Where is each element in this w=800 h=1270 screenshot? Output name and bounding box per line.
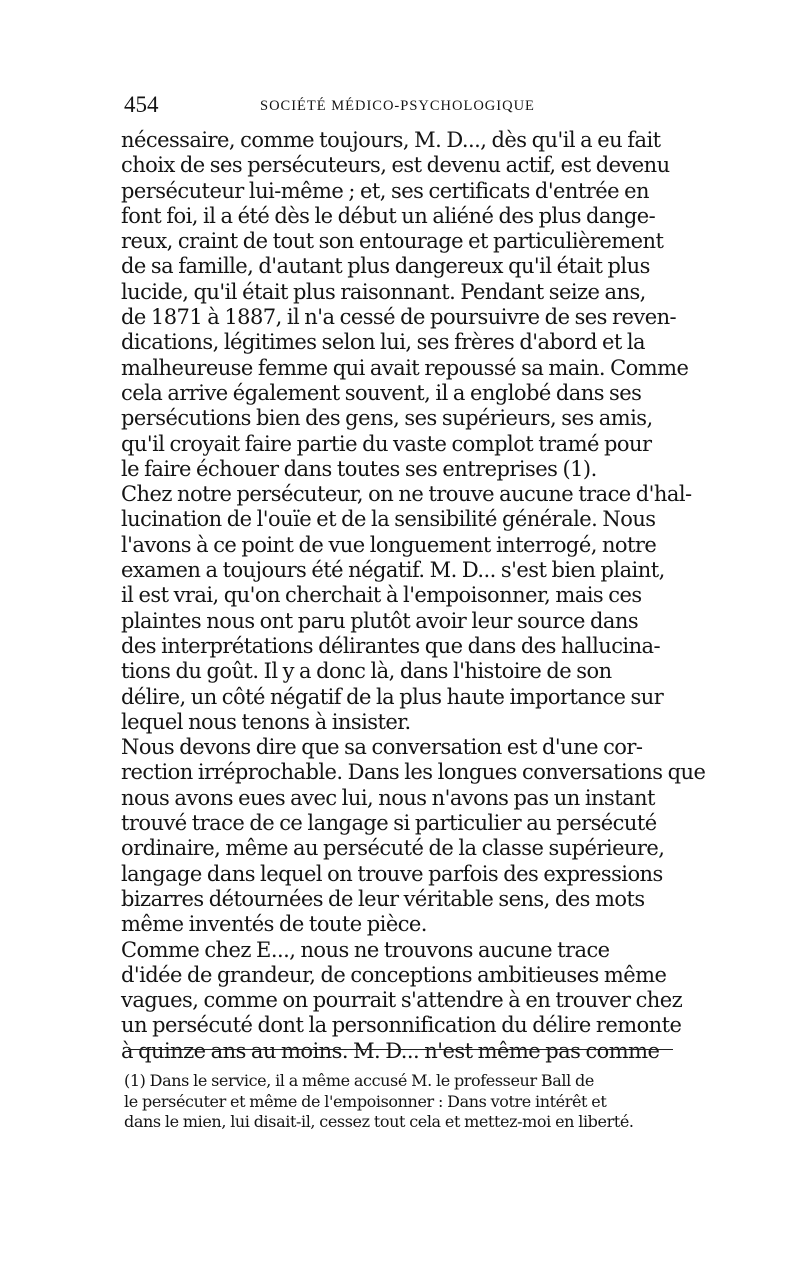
body-line: persécuteur lui-même ; et, ses certificats d'entrée en	[121, 178, 650, 203]
body-text	[121, 128, 706, 1064]
body-line: tions du goût. Il y a donc là, dans l'histoire de son	[121, 659, 612, 684]
body-line: cela arrive également souvent, il a englobé dans ses	[121, 380, 642, 405]
body-line: Nous devons dire que sa conversation est d'une cor-	[121, 735, 643, 760]
body-line: vagues, comme on pourrait s'attendre à en trouver chez	[121, 988, 683, 1013]
body-line: reux, craint de tout son entourage et particulièrement	[121, 229, 664, 254]
body-line: Chez notre persécuteur, on ne trouve aucune trace d'hal-	[121, 482, 692, 507]
body-line: qu'il croyait faire partie du vaste complot tramé pour	[121, 431, 652, 456]
page-number: 454	[124, 92, 159, 117]
body-line: bizarres détournées de leur véritable sens, des mots	[121, 886, 645, 911]
body-line: langage dans lequel on trouve parfois des expressions	[121, 861, 663, 886]
body-line: plaintes nous ont paru plutôt avoir leur source dans	[121, 608, 639, 633]
body-line: malheureuse femme qui avait repoussé sa main. Comme	[121, 355, 689, 380]
body-line: des interprétations délirantes que dans des hallucina-	[121, 633, 661, 658]
footnote-line: le persécuter et même de l'empoisonner : Dans votre intérêt et	[124, 1091, 607, 1111]
body-line: de sa famille, d'autant plus dangereux qu'il était plus	[121, 254, 650, 279]
body-line: d'idée de grandeur, de conceptions ambitieuses même	[121, 962, 667, 987]
body-line: ordinaire, même au persécuté de la classe supérieure,	[121, 836, 665, 861]
body-line: délire, un côté négatif de la plus haute importance sur	[121, 684, 664, 709]
body-line: lequel nous tenons à insister.	[121, 709, 411, 734]
body-line: choix de ses persécuteurs, est devenu actif, est devenu	[121, 153, 670, 178]
page-header	[124, 92, 674, 122]
body-line: Comme chez E..., nous ne trouvons aucune trace	[121, 937, 610, 962]
body-line: même inventés de toute pièce.	[121, 912, 427, 937]
body-line: dications, légitimes selon lui, ses frères d'abord et la	[121, 330, 645, 355]
body-line: il est vrai, qu'on cherchait à l'empoisonner, mais ces	[121, 583, 642, 608]
body-line: à quinze ans au moins. M. D... n'est même pas comme	[121, 1038, 660, 1063]
footnote-line: (1) Dans le service, il a même accusé M. le professeur Ball de	[124, 1071, 594, 1090]
footnote-line: dans le mien, lui disait-il, cessez tout cela et mettez-moi en liberté.	[124, 1112, 634, 1131]
body-line: nous avons eues avec lui, nous n'avons pas un instant	[121, 785, 655, 810]
body-line: lucide, qu'il était plus raisonnant. Pendant seize ans,	[121, 279, 646, 304]
body-line: trouvé trace de ce langage si particulier au persécuté	[121, 811, 657, 836]
body-line: nécessaire, comme toujours, M. D..., dès qu'il a eu fait	[121, 128, 661, 152]
body-line: de 1871 à 1887, il n'a cessé de poursuivre de ses reven-	[121, 305, 677, 330]
body-line: persécutions bien des gens, ses supérieurs, ses amis,	[121, 406, 653, 431]
body-line: le faire échouer dans toutes ses entreprises (1).	[121, 456, 597, 481]
body-line: rection irréprochable. Dans les longues conversations que	[121, 760, 706, 785]
body-line: l'avons à ce point de vue longuement interrogé, notre	[121, 532, 657, 557]
body-line: lucination de l'ouïe et de la sensibilité générale. Nous	[121, 507, 656, 532]
body-line: examen a toujours été négatif. M. D... s'est bien plaint,	[121, 558, 665, 583]
footnote-divider	[128, 1049, 673, 1050]
body-line: un persécuté dont la personnification du délire remonte	[121, 1013, 682, 1038]
footnote	[124, 1071, 676, 1133]
body-line: font foi, il a été dès le début un aliéné des plus dange-	[121, 203, 656, 228]
running-head: SOCIÉTÉ MÉDICO-PSYCHOLOGIQUE	[260, 98, 535, 114]
